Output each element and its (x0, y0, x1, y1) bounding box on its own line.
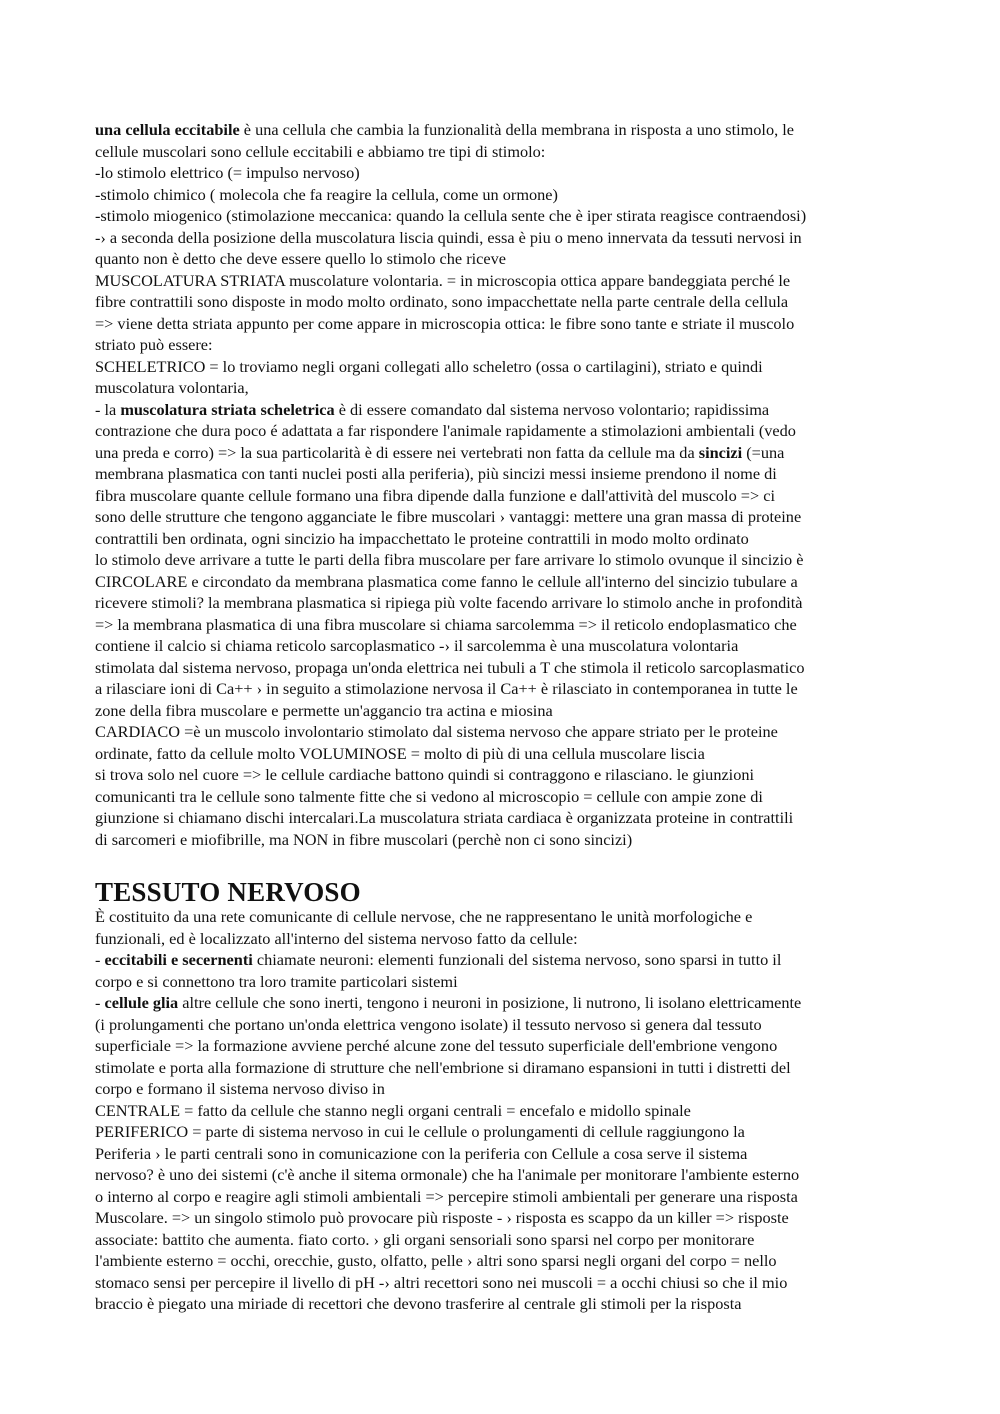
text-line: CARDIACO =è un muscolo involontario stimolato dal sistema nervoso che appare striato per le proteine (95, 722, 778, 741)
text-line: cellule muscolari sono cellule eccitabili e abbiamo tre tipi di stimolo: (95, 141, 546, 161)
text-line: -› a seconda della posizione della muscolatura liscia quindi, essa è piu o meno innervata da tessuti nervosi in (95, 227, 802, 247)
section-heading: TESSUTO NERVOSO (95, 877, 361, 907)
text-line: l'ambiente esterno = occhi, orecchie, gusto, olfatto, pelle › altri sono sparsi negli organi del corpo = nello (95, 1251, 777, 1270)
text-line: contrazione che dura poco é adattata a far rispondere l'animale rapidamente a stimolazioni ambientali (vedo (95, 421, 796, 440)
text-line: fibra muscolare quante cellule formano una fibra dipende dalla funzione e dall'attività del muscolo => ci (95, 485, 775, 505)
text-line: comunicanti tra le cellule sono talmente fitte che si vedono al microscopio = cellule con ampie zone di (95, 786, 763, 806)
text-line: CIRCOLARE e circondato da membrana plasmatica come fanno le cellule all'interno del sincizio tubulare a (95, 571, 798, 591)
text-line: lo stimolo deve arrivare a tutte le parti della fibra muscolare per fare arrivare lo stimolo ovunque il sincizio è (95, 550, 804, 569)
bold-term: sincizi (698, 442, 743, 462)
text-line: -stimolo miogenico (stimolazione meccanica: quando la cellula sente che è iper stirata reagisce contraendosi) (95, 206, 807, 225)
text-line: braccio è piegato una miriade di recettori che devono trasferire al centrale gli stimoli per la risposta (95, 1294, 742, 1313)
text-line: Periferia › le parti centrali sono in comunicazione con la periferia con Cellule a cosa serve il sistema (95, 1143, 748, 1163)
text-line: stimolate e porta alla formazione di strutture che nell'embrione si diramano espansioni in tutti i distretti del (95, 1057, 791, 1077)
section-tessuto-nervoso (95, 876, 920, 1315)
text-line: PERIFERICO = parte di sistema nervoso in cui le cellule o prolungamenti di cellule raggiungono la (95, 1122, 745, 1141)
text-line: corpo e si connettono tra loro tramite particolari sistemi (95, 971, 458, 991)
text-line: fibre contrattili sono disposte in modo molto ordinato, sono impacchettate nella parte centrale della cellula (95, 292, 789, 311)
text-line: (i prolungamenti che portano un'onda elettrica vengono isolate) il tessuto nervoso si genera dal tessuto (95, 1014, 762, 1034)
bold-term: cellule glia (104, 993, 179, 1012)
text-line: CENTRALE = fatto da cellule che stanno negli organi centrali = encefalo e midollo spinale (95, 1100, 691, 1120)
text-line: nervoso? è uno dei sistemi (c'è anche il sitema ormonale) che ha l'animale per monitorare l'ambiente esterno (95, 1165, 800, 1184)
text-line: striato può essere: (95, 335, 213, 354)
text-line: a rilasciare ioni di Ca++ › in seguito a stimolazione nervosa il Ca++ è rilasciato in contemporanea in tutte le (95, 679, 798, 698)
text-line: si trova solo nel cuore => le cellule cardiache battono quindi si contraggono e rilasciano. le giunzioni (95, 765, 755, 784)
text-line: contiene il calcio si chiama reticolo sarcoplasmatico -› il sarcolemma è una muscolatura volontaria (95, 636, 739, 655)
text-line: di sarcomeri e miofibrille, ma NON in fibre muscolari (perchè non ci sono sincizi) (95, 829, 633, 849)
text-line: MUSCOLATURA STRIATA muscolature volontaria. = in microscopia ottica appare bandeggiata perché le (95, 270, 791, 290)
text-line: - cellule glia altre cellule che sono inerti, tengono i neuroni in posizione, li nutrono, li isolano elettricamente (95, 993, 802, 1012)
text-line: => la membrana plasmatica di una fibra muscolare si chiama sarcolemma => il reticolo endoplasmatico che (95, 614, 797, 634)
text-line: ricevere stimoli? la membrana plasmatica si ripiega più volte facendo arrivare lo stimolo anche in profondità (95, 593, 803, 612)
text-line: sono delle strutture che tengono agganciate le fibre muscolari › vantaggi: mettere una gran massa di proteine (95, 507, 802, 526)
text-line: muscolatura volontaria, (95, 378, 249, 397)
text-line: stimolata dal sistema nervoso, propaga un'onda elettrica nei tubuli a T che stimola il reticolo sarcoplasmatico (95, 657, 805, 677)
text-line: associate: battito che aumenta. fiato corto. › gli organi sensoriali sono sparsi nel corpo per monitorare (95, 1229, 755, 1249)
text-line: -stimolo chimico ( molecola che fa reagire la cellula, come un ormone) (95, 184, 558, 204)
text-line: -lo stimolo elettrico (= impulso nervoso) (95, 163, 360, 182)
text-line: o interno al corpo e reagire agli stimoli ambientali => percepire stimoli ambientali per generare una risposta (95, 1186, 798, 1206)
section-spacer (95, 850, 920, 876)
text-line: È costituito da una rete comunicante di cellule nervose, che ne rappresentano le unità morfologiche e (95, 907, 753, 926)
text-line: ordinate, fatto da cellule molto VOLUMINOSE = molto di più di una cellula muscolare liscia (95, 743, 705, 763)
text-line: - eccitabili e secernenti chiamate neuroni: elementi funzionali del sistema nervoso, sono sparsi in tutto il (95, 950, 782, 969)
text-line: => viene detta striata appunto per come appare in microscopia ottica: le fibre sono tante e striate il muscolo (95, 313, 795, 333)
bold-term: eccitabili e secernenti (104, 950, 253, 969)
text-line: giunzione si chiamano dischi intercalari.La muscolatura striata cardiaca è organizzata proteine in contrattili (95, 808, 794, 827)
bold-term: una cellula eccitabile (95, 120, 240, 139)
text-line: stomaco sensi per percepire il livello di pH -› altri recettori sono nei muscoli = a occhi chiusi so che il mio (95, 1272, 788, 1292)
text-line: SCHELETRICO = lo troviamo negli organi collegati allo scheletro (ossa o cartilagini), striato e quindi (95, 356, 763, 376)
text-line: - la muscolatura striata scheletrica è di essere comandato dal sistema nervoso volontario; rapidissima (95, 399, 770, 419)
section-muscolatura (95, 119, 920, 850)
text-line: contrattili ben ordinata, ogni sincizio ha impacchettato le proteine contrattili in modo molto ordinato (95, 528, 749, 548)
text-line: funzionali, ed è localizzato all'interno del sistema nervoso fatto da cellule: (95, 928, 578, 948)
text-line: zone della fibra muscolare e permette un'aggancio tra actina e miosina (95, 700, 553, 720)
text-line: corpo e formano il sistema nervoso diviso in (95, 1079, 385, 1098)
text-line: Muscolare. => un singolo stimolo può provocare più risposte - › risposta es scappo da un killer => risposte (95, 1208, 789, 1227)
text-line: una preda e corro) => la sua particolarità è di essere nei vertebrati non fatta da cellule ma da sincizi (=una (95, 442, 785, 462)
text-line: membrana plasmatica con tanti nuclei posti alla periferia), più sincizi messi insieme prendono il nome di (95, 464, 777, 483)
text-line: superficiale => la formazione avviene perché alcune zone del tessuto superficiale dell'embrione vengono (95, 1036, 778, 1055)
text-line: quanto non è detto che deve essere quello lo stimolo che riceve (95, 249, 506, 268)
text-line: una cellula eccitabile è una cellula che cambia la funzionalità della membrana in risposta a uno stimolo, le (95, 120, 794, 139)
bold-term: muscolatura striata scheletrica (120, 399, 335, 419)
